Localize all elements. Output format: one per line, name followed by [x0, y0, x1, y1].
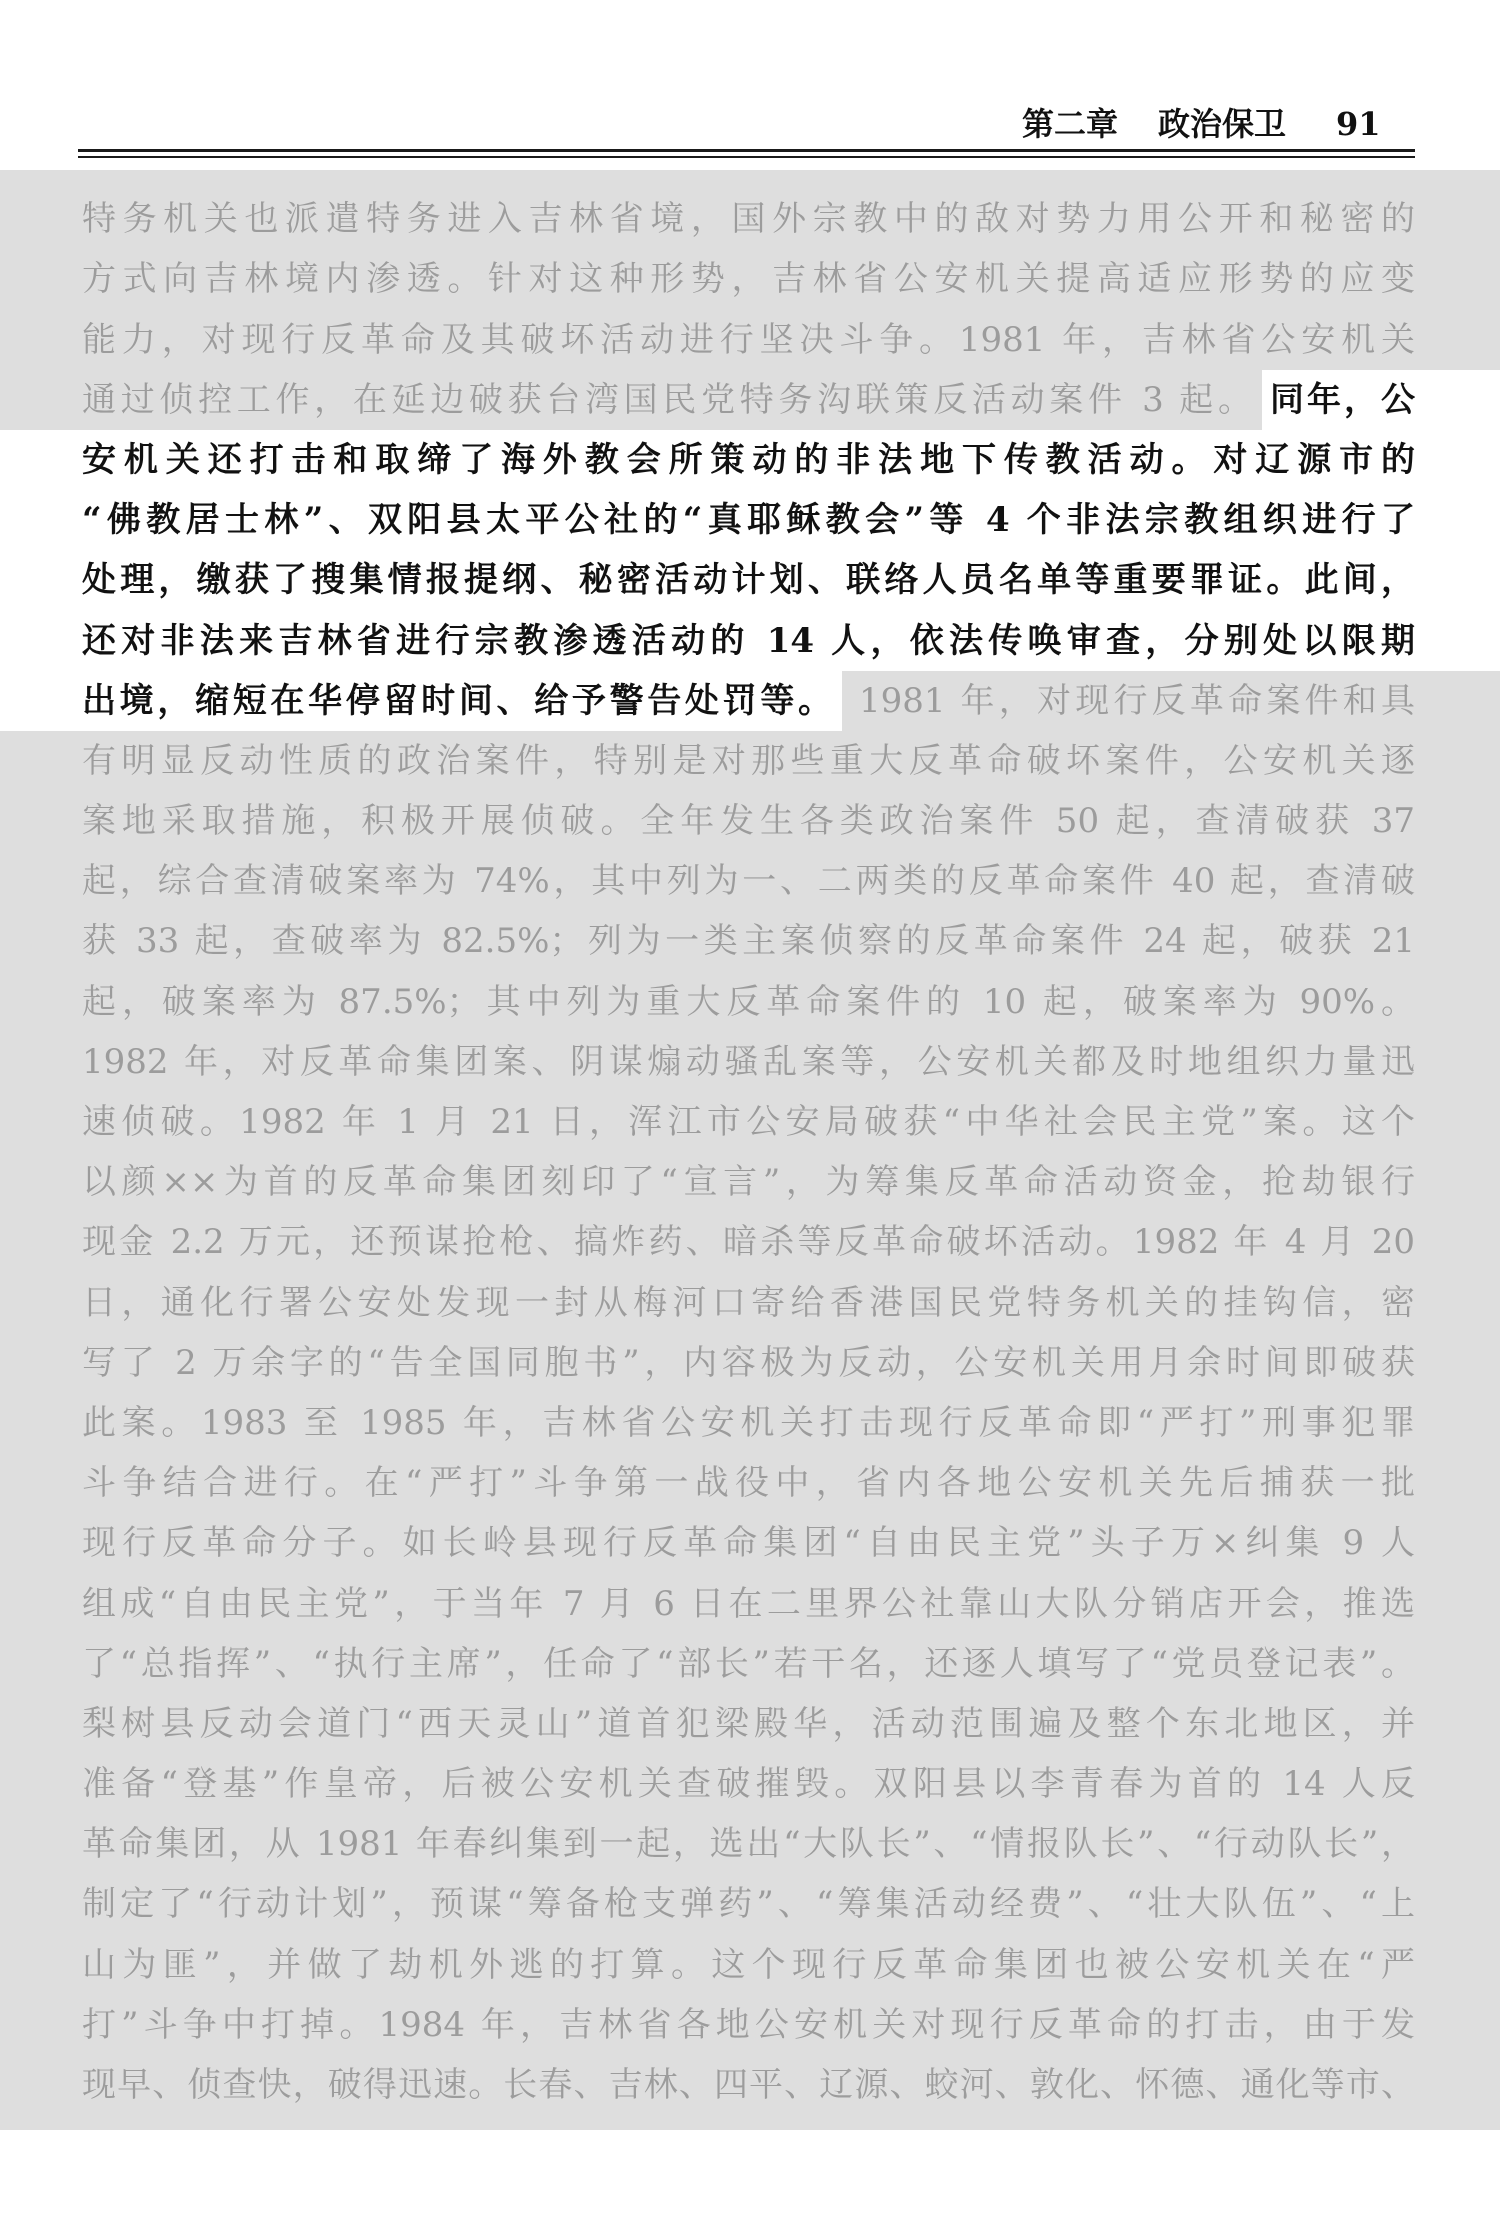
text-line: 速侦破。1982 年 1 月 21 日，浑江市公安局破获“中华社会民主党”案。这个 [82, 1102, 1415, 1142]
text-line: 方式向吉林境内渗透。针对这种形势，吉林省公安机关提高适应形势的应变 [82, 259, 1415, 300]
text-line: 获 33 起，查破率为 82.5%；列为一类主案侦察的反革命案件 24 起，破获 21 [82, 921, 1415, 962]
text-line-split [82, 671, 1415, 731]
text-line-highlighted: “佛教居士林”、双阳县太平公社的“真耶稣教会”等 4 个非法宗教组织进行了 [82, 500, 1415, 541]
text-line: 革命集团，从 1981 年春纠集到一起，选出“大队长”、“情报队长”、“行动队长”， [82, 1824, 1415, 1865]
text-line: 此案。1983 至 1985 年，吉林省公安机关打击现行反革命即“严打”刑事犯罪 [82, 1402, 1415, 1443]
text-line: 起，综合查清破案率为 74%，其中列为一、二两类的反革命案件 40 起，查清破 [82, 861, 1415, 902]
text-line: 特务机关也派遣特务进入吉林省境，国外宗教中的敌对势力用公开和秘密的 [82, 199, 1415, 240]
text-line-split [82, 370, 1415, 430]
chapter-title: 政治保卫 [1158, 105, 1287, 143]
text-line: 写了 2 万余字的“告全国同胞书”，内容极为反动，公安机关用月余时间即破获 [82, 1342, 1415, 1383]
text-line-highlighted: 安机关还打击和取缔了海外教会所策动的非法地下传教活动。对辽源市的 [82, 439, 1415, 480]
header-rule-thick [78, 149, 1415, 152]
text-line: 起，破案率为 87.5%；其中列为重大反革命案件的 10 起，破案率为 90%。 [82, 981, 1415, 1022]
text-line: 能力，对现行反革命及其破坏活动进行坚决斗争。1981 年，吉林省公安机关 [82, 319, 1415, 360]
header-rule-thin [78, 156, 1415, 158]
text-line: 现早、侦查快，破得迅速。长春、吉林、四平、辽源、蛟河、敦化、怀德、通化等市、 [82, 2065, 1415, 2105]
text-line: 日，通化行署公安处发现一封从梅河口寄给香港国民党特务机关的挂钩信，密 [82, 1282, 1415, 1323]
text-line-highlighted: 还对非法来吉林省进行宗教渗透活动的 14 人，依法传唤审查，分别处以限期 [82, 620, 1415, 661]
text-line: 斗争结合进行。在“严打”斗争第一战役中，省内各地公安机关先后捕获一批 [82, 1463, 1415, 1504]
text-line: 1982 年，对反革命集团案、阴谋煽动骚乱案等，公安机关都及时地组织力量迅 [82, 1041, 1415, 1082]
text-line: 组成“自由民主党”，于当年 7 月 6 日在二里界公社靠山大队分销店开会，推选 [82, 1583, 1415, 1624]
text-line: 梨树县反动会道门“西天灵山”道首犯梁殿华，活动范围遍及整个东北地区，并 [82, 1703, 1415, 1744]
chapter-number: 第二章 [1022, 105, 1119, 143]
text-segment-shaded: 1981 年，对现行反革命案件和具 [859, 680, 1415, 721]
text-line: 制定了“行动计划”，预谋“筹备枪支弹药”、“筹集活动经费”、“壮大队伍”、“上 [82, 1884, 1415, 1925]
text-line: 山为匪”，并做了劫机外逃的打算。这个现行反革命集团也被公安机关在“严 [82, 1944, 1415, 1985]
text-segment-shaded: 通过侦控工作，在延边破获台湾国民党特务沟联策反活动案件 3 起。 [82, 379, 1252, 420]
text-line-highlighted: 处理，缴获了搜集情报提纲、秘密活动计划、联络人员名单等重要罪证。此间， [82, 560, 1415, 601]
text-line: 准备“登基”作皇帝，后被公安机关查破摧毁。双阳县以李青春为首的 14 人反 [82, 1764, 1415, 1805]
text-line: 了“总指挥”、“执行主席”，任命了“部长”若干名，还逐人填写了“党员登记表”。 [82, 1643, 1415, 1684]
text-segment-highlighted: 同年，公 [1270, 379, 1415, 420]
text-line: 现金 2.2 万元，还预谋抢枪、搞炸药、暗杀等反革命破坏活动。1982 年 4 月 20 [82, 1222, 1415, 1263]
text-segment-highlighted: 出境，缩短在华停留时间、给予警告处罚等。 [82, 680, 832, 721]
text-line: 以颜××为首的反革命集团刻印了“宣言”，为筹集反革命活动资金，抢劫银行 [82, 1162, 1415, 1203]
page-number: 91 [1336, 105, 1381, 143]
text-line: 现行反革命分子。如长岭县现行反革命集团“自由民主党”头子万×纠集 9 人 [82, 1523, 1415, 1564]
text-line: 有明显反动性质的政治案件，特别是对那些重大反革命破坏案件，公安机关逐 [82, 740, 1415, 781]
text-line: 案地采取措施，积极开展侦破。全年发生各类政治案件 50 起，查清破获 37 [82, 801, 1415, 842]
body-text [82, 189, 1415, 2115]
text-line: 打”斗争中打掉。1984 年，吉林省各地公安机关对现行反革命的打击，由于发 [82, 2004, 1415, 2045]
